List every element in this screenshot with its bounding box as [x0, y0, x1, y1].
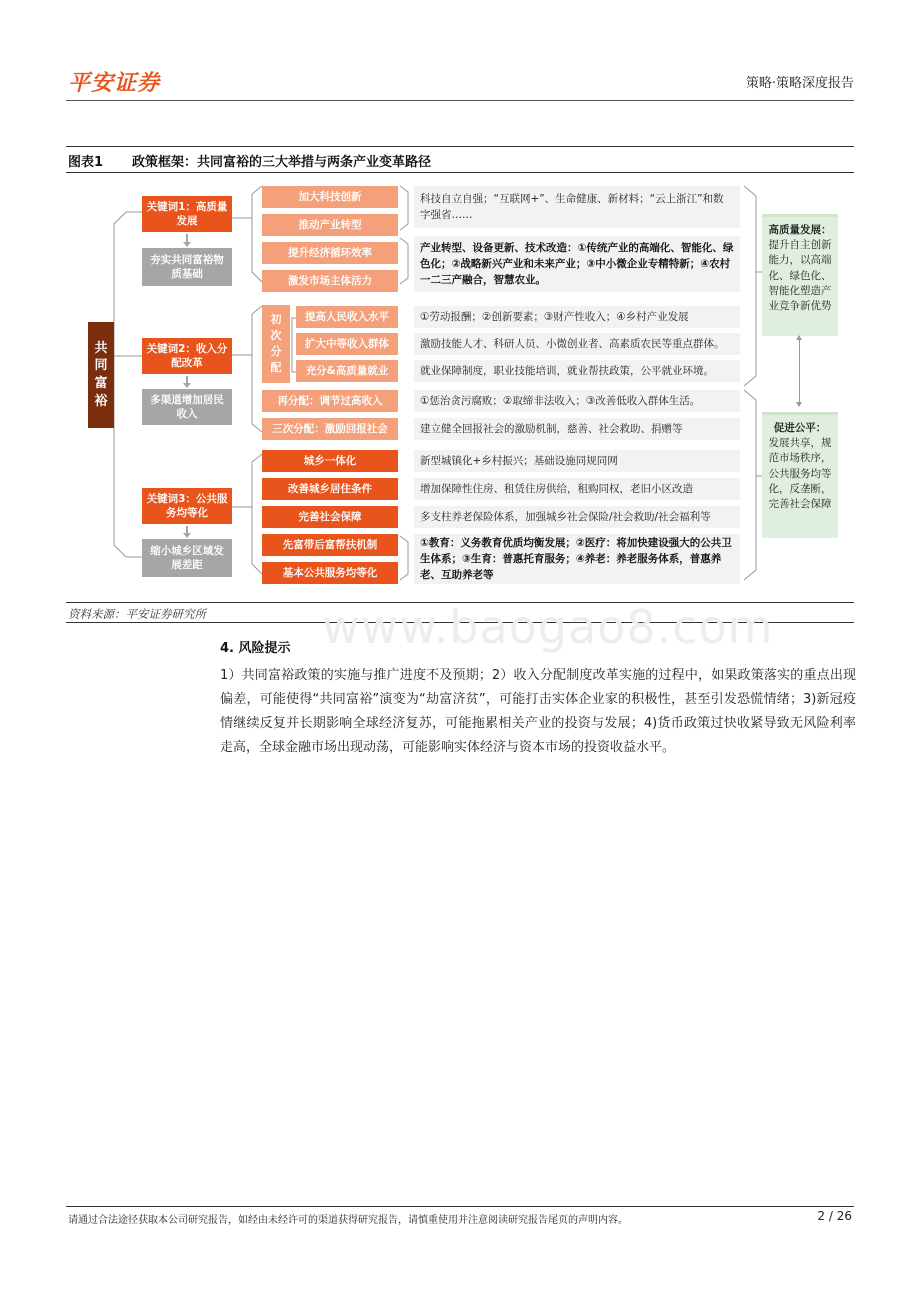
footer-divider	[66, 1206, 854, 1207]
desc-group1-1: 科技自立自强；“互联网+”、生命健康、新材料；“云上浙江”和数字强省……	[414, 186, 740, 228]
goal-3-box: 缩小城乡区域发展差距	[142, 539, 232, 577]
figure-title-text: 政策框架：共同富裕的三大举措与两条产业变革路径	[132, 155, 432, 170]
desc-group3-1: 新型城镇化+乡村振兴；基础设施同规同网	[414, 450, 740, 472]
company-logo: 平安证券	[68, 71, 161, 96]
bracket-right-bottom	[744, 390, 762, 580]
measure-third-distribution: 三次分配：激励回报社会	[262, 418, 398, 440]
measure-public-services: 基本公共服务均等化	[262, 562, 398, 584]
bracket-right-top	[744, 186, 762, 386]
right-box-title: 促进公平：	[773, 422, 827, 434]
desc-group3-3: 多支柱养老保险体系，加强城乡社会保险/社会救助/社会福利等	[414, 506, 740, 528]
right-boxes-connector	[799, 336, 800, 406]
bracket-desc1	[400, 186, 408, 230]
right-box-body: 发展共享，规范市场秩序，公共服务均等化，反垄断，完善社会保障	[768, 437, 832, 511]
desc-group1-2: 产业转型、设备更新、技术改造：①传统产业的高端化、智能化、绿色化；②战略新兴产业和未来产业；③中小微企业专精特新；④农村一二三产融合，智慧农业。	[414, 236, 740, 292]
desc-group3-4: ①教育：义务教育优质均衡发展；②医疗：将加快建设强大的公共卫生体系；③生育：普惠托育服务；④养老：养老服务体系，普惠养老、互助养老等	[414, 534, 740, 584]
desc-group2-3: 就业保障制度，职业技能培训，就业帮扶政策，公平就业环境。	[414, 360, 740, 382]
bracket-group1	[232, 186, 262, 282]
arrow-kw2	[186, 376, 188, 383]
right-box-body: 提升自主创新能力，以高端化、绿色化、智能化塑造产业竞争新优势	[768, 239, 832, 313]
chu-ci-char: 分	[270, 345, 282, 358]
footer-disclaimer: 请通过合法途径获取本公司研究报告，如经由未经许可的渠道获得研究报告，请慎重使用并注意阅读研究报告尾页的声明内容。	[68, 1215, 628, 1226]
measure-social-security: 完善社会保障	[262, 506, 398, 528]
measure-industry-transform: 推动产业转型	[262, 214, 398, 236]
measure-assistance: 先富带后富帮扶机制	[262, 534, 398, 556]
chu-ci-char: 初	[270, 313, 282, 327]
desc-group2-2: 激励技能人才、科研人员、小微创业者、高素质农民等重点群体。	[414, 333, 740, 355]
page-number: 2 / 26	[817, 1209, 852, 1223]
right-box-title: 高质量发展：	[768, 224, 832, 236]
center-common-prosperity	[88, 322, 114, 428]
arrow-kw3	[186, 526, 188, 533]
desc-group2-4: ①惩治贪污腐败；②取缔非法收入；③改善低收入群体生活。	[414, 390, 740, 412]
keyword-1-box: 关键词1：高质量发展	[142, 196, 232, 232]
measure-middle-income: 扩大中等收入群体	[296, 333, 398, 355]
center-char: 共	[94, 340, 108, 356]
right-box-fairness	[762, 412, 838, 538]
watermark: www.baogao8.com	[322, 600, 774, 654]
goal-2-box: 多渠道增加居民收入	[142, 389, 232, 425]
measure-employment: 充分&高质量就业	[296, 360, 398, 382]
bracket-group2	[232, 306, 262, 432]
measure-redistribution: 再分配：调节过高收入	[262, 390, 398, 412]
keyword-3-box: 关键词3：公共服务均等化	[142, 488, 232, 524]
document-type: 策略·策略深度报告	[745, 76, 854, 91]
chu-ci-char: 配	[270, 360, 282, 374]
chu-ci-char: 次	[270, 329, 282, 343]
keyword-2-box: 关键词2：收入分配改革	[142, 338, 232, 374]
section-body: 1）共同富裕政策的实施与推广进度不及预期；2）收入分配制度改革实施的过程中，如果政策落实的重点出现偏差，可能使得“共同富裕”演变为“劫富济贫”，可能打击实体企业家的积极性，甚至引发恐慌情绪；3)新冠疫情继续反复并长期影响全球经济复苏，可能拖累相关产业的投资与发展；4)货币政策过快收紧导致无风险利率走高，全球金融市场出现动荡，可能影响实体经济与资本市场的投资收益水平。	[220, 668, 856, 755]
measure-market-vitality: 激发市场主体活力	[262, 270, 398, 292]
right-box-high-quality	[762, 214, 838, 336]
measure-raise-income: 提高人民收入水平	[296, 306, 398, 328]
measure-tech-innovation: 加大科技创新	[262, 186, 398, 208]
bracket-group3	[232, 454, 262, 574]
measure-housing: 改善城乡居住条件	[262, 478, 398, 500]
arrow-kw1	[186, 234, 188, 242]
measure-urban-rural: 城乡一体化	[262, 450, 398, 472]
bracket-desc2	[400, 238, 408, 284]
desc-group3-2: 增加保障性住房、租赁住房供给，租购同权，老旧小区改造	[414, 478, 740, 500]
center-char: 富	[94, 376, 108, 391]
measure-economic-cycle: 提升经济循环效率	[262, 242, 398, 264]
figure-label: 图表1	[68, 155, 104, 170]
center-char: 裕	[94, 393, 108, 409]
goal-1-box: 夯实共同富裕物质基础	[142, 248, 232, 286]
bracket-desc-g3	[400, 536, 408, 580]
figure-source: 资料来源：平安证券研究所	[68, 607, 206, 621]
desc-group2-1: ①劳动报酬；②创新要素；③财产性收入；④乡村产业发展	[414, 306, 740, 328]
section-title: 4. 风险提示	[220, 641, 291, 656]
primary-distribution-label	[262, 305, 290, 383]
center-char: 同	[94, 358, 108, 374]
desc-group2-5: 建立健全回报社会的激励机制，慈善、社会救助、捐赠等	[414, 418, 740, 440]
